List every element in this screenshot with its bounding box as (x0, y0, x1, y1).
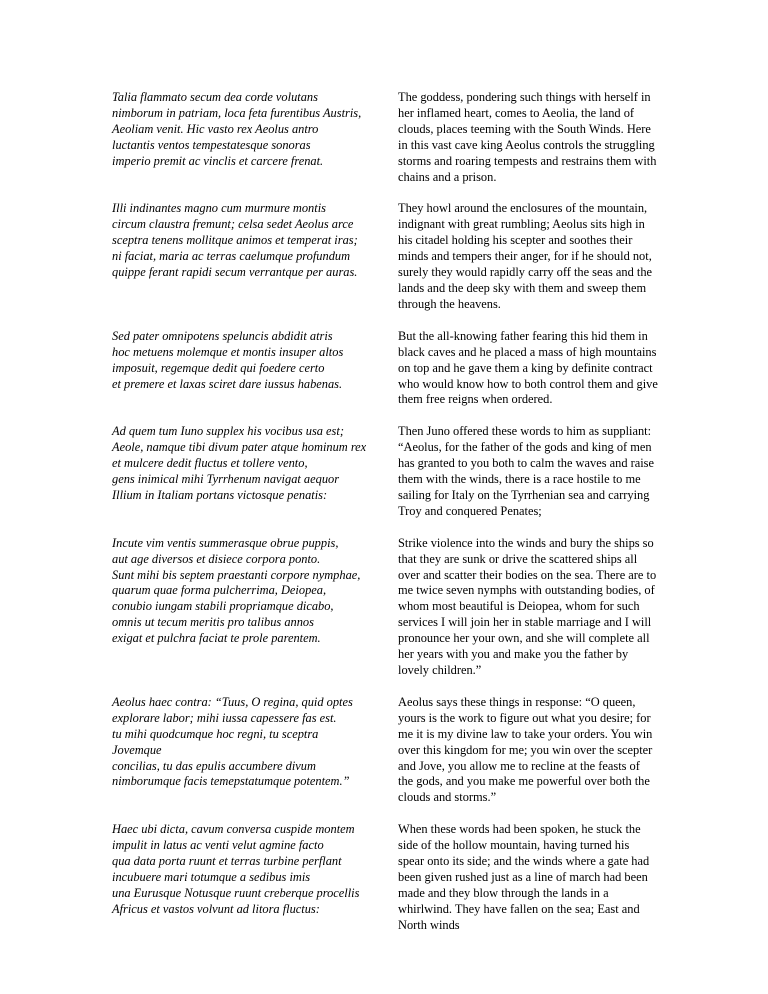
latin-line: gens inimical mihi Tyrrhenum navigat aequor (112, 472, 340, 487)
latin-line: ni faciat, maria ac terras caelumque profundum (112, 249, 351, 264)
latin-line: Illi indinantes magno cum murmure montis (112, 201, 326, 216)
latin-text (112, 536, 367, 679)
latin-line: Aeoliam venit. Hic vasto rex Aeolus antro (112, 121, 319, 136)
passage-row (112, 536, 658, 679)
english-translation: They howl around the enclosures of the mountain, indignant with great rumbling; Aeolus sits high in his citadel holding his scepter and soothes their minds and tempers their anger, for if he should not, surely they would rapidly carry off the seas and the lands and the deep sky with them and sweep them through the heavens. (398, 201, 653, 311)
latin-line: omnis ut tecum meritis pro talibus annos (112, 615, 314, 630)
passage-row (112, 424, 658, 519)
latin-line: nimborumque facis temepstatumque potentem.” (112, 774, 350, 789)
passage-row (112, 695, 658, 806)
english-translation: Aeolus says these things in response: “O queen, yours is the work to figure out what you desire; for me it is my divine law to take your orders. You win over this kingdom for me; you win over the scepter and Jove, you allow me to recline at the feasts of the gods, and you make me powerful over both the clouds and storms.” (398, 694, 653, 805)
latin-line: aut age diversos et disiece corpora ponto. (112, 551, 321, 566)
latin-line: exigat et pulchra faciat te prole parentem. (112, 631, 321, 646)
latin-text (112, 695, 367, 806)
latin-line: Ad quem tum Iuno supplex his vocibus usa est; (112, 424, 344, 439)
latin-line: Haec ubi dicta, cavum conversa cuspide montem (112, 822, 355, 837)
english-translation: But the all-knowing father fearing this hid them in black caves and he placed a mass of high mountains on top and he gave them a king by definite contract who would know how to both control them and give them free reigns when ordered. (398, 328, 658, 407)
latin-line: conubio iungam stabili propriamque dicabo, (112, 599, 334, 614)
english-translation: The goddess, pondering such things with herself in her inflamed heart, comes to Aeolia, the land of clouds, places teeming with the South Winds. Here in this vast cave king Aeolus controls the struggling storms and roaring tempests and restrains them with chains and a prison. (398, 90, 657, 184)
latin-line: concilias, tu das epulis accumbere divum (112, 758, 316, 773)
latin-line: Sunt mihi bis septem praestanti corpore nymphae, (112, 567, 361, 582)
latin-line: impulit in latus ac venti velut agmine facto (112, 838, 324, 853)
latin-line: incubuere mari totumque a sedibus imis (112, 869, 311, 884)
latin-line: Illium in Italiam portans victosque penatis: (112, 487, 328, 502)
latin-line: nimborum in patriam, loca feta furentibus Austris, (112, 105, 362, 120)
latin-text (112, 329, 367, 409)
latin-line: tu mihi quodcumque hoc regni, tu sceptra (112, 726, 319, 741)
latin-line: Aeole, namque tibi divum pater atque hominum rex (112, 440, 367, 455)
latin-line: et premere et laxas sciret dare iussus habenas. (112, 376, 343, 391)
latin-line: hoc metuens molemque et montis insuper altos (112, 344, 344, 359)
latin-line: una Eurusque Notusque ruunt creberque procellis (112, 885, 360, 900)
latin-line: Aeolus haec contra: “Tuus, O regina, quid optes (112, 694, 353, 709)
translation-table (112, 90, 658, 934)
latin-line: imperio premit ac vinclis et carcere frenat. (112, 153, 324, 168)
latin-line: luctantis ventos tempestatesque sonoras (112, 137, 311, 152)
latin-line: Sed pater omnipotens speluncis abdidit atris (112, 328, 333, 343)
latin-line: explorare labor; mihi iussa capessere fas est. (112, 710, 337, 725)
latin-line: Talia flammato secum dea corde volutans (112, 90, 318, 104)
latin-line: qua data porta ruunt et terras turbine perflant (112, 854, 342, 869)
english-translation: Strike violence into the winds and bury the ships so that they are sunk or drive the scattered ships all over and scatter their bodies on the sea. There are to me twice seven nymphs with outstanding bodies, of whom most beautiful is Deiopea, whom for such services I will join her in stable marriage and I will pronounce her your own, and she will complete all her years with you and make you the father by lovely children.” (398, 535, 657, 677)
latin-line: Incute vim ventis summerasque obrue puppis, (112, 535, 339, 550)
latin-text (112, 424, 367, 519)
passage-row (112, 201, 658, 312)
passage-row (112, 90, 658, 185)
english-translation: When these words had been spoken, he stuck the side of the hollow mountain, having turned his spear onto its side; and the winds where a gate had been given rushed just as a line of march had been made and they blow through the lands in a whirlwind. They have fallen on the sea; East and North winds (398, 822, 650, 932)
latin-line: et mulcere dedit fluctus et tollere vento, (112, 456, 308, 471)
latin-text (112, 822, 367, 933)
latin-line: sceptra tenens mollitque animos et temperat iras; (112, 233, 358, 248)
latin-line: Jovemque (112, 742, 162, 757)
latin-line: Africus et vastos volvunt ad litora fluctus: (112, 901, 320, 916)
english-translation: Then Juno offered these words to him as suppliant: “Aeolus, for the father of the gods and king of men has granted to you both to calm the waves and raise them with the winds, there is a race hostile to me sailing for Italy on the Tyrrhenian sea and carrying Troy and conquered Penates; (398, 424, 654, 518)
latin-line: imposuit, regemque dedit qui foedere certo (112, 360, 325, 375)
latin-text (112, 201, 367, 312)
passage-row (112, 329, 658, 409)
latin-line: quippe ferant rapidi secum verrantque per auras. (112, 265, 358, 280)
latin-line: quarum quae forma pulcherrima, Deiopea, (112, 583, 327, 598)
latin-line: circum claustra fremunt; celsa sedet Aeolus arce (112, 217, 354, 232)
latin-text (112, 90, 367, 185)
passage-row (112, 822, 658, 933)
